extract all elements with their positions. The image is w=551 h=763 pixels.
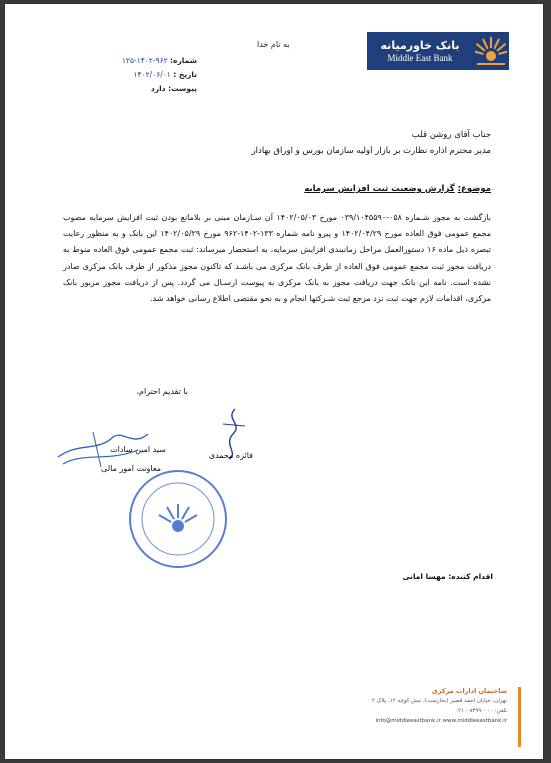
number-label: شماره: [170, 56, 197, 65]
number-value: ۹۶۲-۱۴۰۲-۱۲۵ [121, 56, 168, 65]
attachment-label: پیوست: دارد [150, 84, 197, 93]
date-value: ۱۴۰۲/۰۶/۰۱ [133, 70, 171, 79]
bank-logo [367, 32, 509, 70]
subject-text: گزارش وضعیت ثبت افزایش سرمایه [304, 184, 455, 194]
letter-body: بازگشت به مجوز شـماره ۰۵۸-۰۳۹/۱۰۴۵۵۹۰ مورخ ۱۴۰۲/۰۵/۰۳ آن سـازمان مبنی بر بلامانع بودن ثبت افزایش سرمایه مصوب مجمع عمومی فوق العاده مورخ ۱۴۰۲/۰۴/۲۹ و پیرو نامه شماره ۱۳۳-۱۴۰۲-۹۶۲ مورخ ۱۴۰۲/۰۵/۲۹ این بانک و به منظور رعایت تبصره ذیل ماده ۱۶ دستورالعمل مراحل زمانبندی افزایش سرمایه، به استحضار میرساند: ثبت مجمع عمومی فوق العاده منوط به دریافت مجوز ثبت مجمع عمومی فوق العاده از طرف بانک مرکزی می باشـد که تاکنون مجوز مذکور از طرف بانک مرکزی صادر نشده است. نامه این بانک جهت دریافت مجوز به بانک مرکزی به پیوست ارسـال می گردد. پس از دریافت مجوز مزبور بانک مرکزی، اقدامات لازم جهت ثبت نزد مرجع ثبت شـرکتها انجام و به نحو مقتضی اطلاع رسانی خواهد شد. [63, 213, 492, 304]
closing: با تقدیم احترام، [136, 387, 188, 396]
date-label: تاریخ : [173, 70, 197, 79]
bank-stamp [123, 464, 233, 574]
footer-accent-bar [518, 687, 521, 747]
signatory-1-name: فائزه محمدی [208, 451, 253, 460]
subject-line [304, 184, 491, 194]
bank-name-fa: بانک خاورمیانه [380, 39, 460, 52]
footer-address: تهران، خیابان احمد قصیر (بخارست)، نبش کوچه ۱۲، پلاک ۲ [371, 698, 507, 704]
subject-label: موضوع: [457, 184, 491, 194]
sun-logo-icon [473, 32, 509, 70]
footer [337, 686, 507, 726]
signatory-2-title: معاونت امور مالی [101, 464, 161, 473]
letter-page [5, 4, 543, 759]
basmala: به نام خدا [257, 40, 290, 49]
footer-title: ساختمان ادارات مرکزی [431, 687, 507, 695]
recipient-salutation: جناب آقای روشن قلب [411, 130, 491, 140]
recipient-title: مدیر محترم اداره نظارت بر بازار اولیه سازمان بورس و اوراق بهادار [251, 146, 491, 156]
bank-name-en: Middle East Bank [387, 53, 453, 63]
letter-meta [85, 54, 197, 96]
signatory-2-name: سید امین سادات [110, 445, 166, 454]
action-by: اقدام کننده: مهسا امانی [402, 572, 493, 581]
footer-phone: تلفن: ۸۳۹۹۰۰۰۰ - ۰۲۱ [455, 708, 507, 714]
footer-web: info@middleeastbank.ir www.middleeastbank.ir [375, 718, 507, 724]
